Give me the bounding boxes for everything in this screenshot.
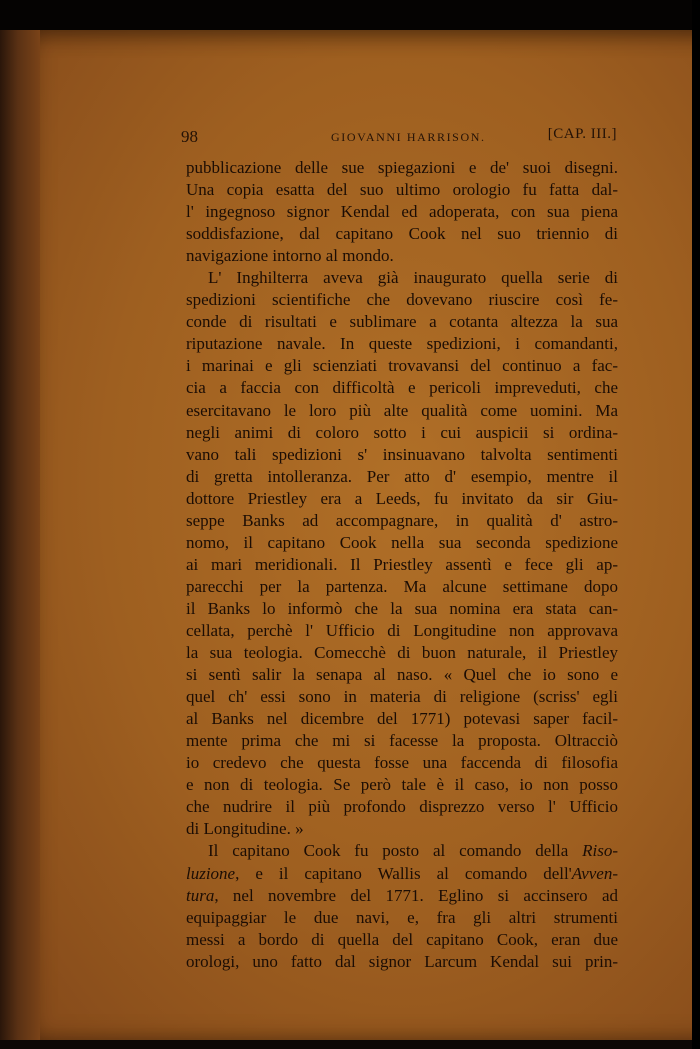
running-head bbox=[181, 125, 621, 149]
text-line: riputazione navale. In queste spedizioni, i comandanti, bbox=[186, 334, 618, 354]
book-spine-edge bbox=[0, 30, 40, 1040]
text-line: spedizioni scientifiche che dovevano riuscire così fe- bbox=[186, 290, 618, 310]
text-line: si sentì salir la senapa al naso. « Quel che io sono e bbox=[186, 665, 618, 685]
text-line: ai mari meridionali. Il Priestley assentì e fece gli ap- bbox=[186, 554, 618, 574]
text-line: cellata, perchè l' Ufficio di Longitudine non approvava bbox=[186, 620, 618, 640]
text-line: messi a bordo di quella del capitano Cook, eran due bbox=[186, 929, 618, 949]
text-line: soddisfazione, dal capitano Cook nel suo triennio di bbox=[186, 224, 618, 244]
text-line: io credevo che questa fosse una faccenda di filosofia bbox=[186, 753, 618, 773]
text-line: l' ingegnoso signor Kendal ed adoperata, con sua piena bbox=[186, 202, 618, 222]
text-line: L' Inghilterra aveva già inaugurato quella serie di bbox=[208, 268, 618, 288]
text-line: tura, nel novembre del 1771. Eglino si accinsero ad bbox=[186, 885, 618, 905]
page-number: 98 bbox=[181, 127, 198, 146]
text-line: negli animi di coloro sotto i cui auspicii si ordina- bbox=[186, 422, 618, 442]
text-line: di Longitudine. » bbox=[186, 819, 304, 839]
text-line: orologi, uno fatto dal signor Larcum Kendal sui prin- bbox=[186, 951, 618, 971]
scan-right-border bbox=[692, 0, 700, 1049]
text-line: pubblicazione delle sue spiegazioni e de' suoi disegni. bbox=[186, 158, 618, 177]
text-line: Una copia esatta del suo ultimo orologio fu fatta dal- bbox=[186, 180, 618, 200]
text-line: Il capitano Cook fu posto al comando della Riso- bbox=[208, 841, 618, 861]
text-line: il Banks lo informò che la sua nomina era stata can- bbox=[186, 598, 618, 618]
text-line: nomo, il capitano Cook nella sua seconda spedizione bbox=[186, 532, 618, 552]
text-line: vano tali spedizioni s' insinuavano talvolta sentimenti bbox=[186, 444, 618, 464]
text-line: mente prima che mi si facesse la proposta. Oltracciò bbox=[186, 731, 618, 751]
text-line: seppe Banks ad accompagnare, in qualità d' astro- bbox=[186, 510, 618, 530]
text-line: luzione, e il capitano Wallis al comando dell'Avven- bbox=[186, 863, 618, 883]
text-line: parecchi per la partenza. Ma alcune settimane dopo bbox=[186, 576, 618, 596]
text-line: navigazione intorno al mondo. bbox=[186, 246, 394, 266]
text-line: di gretta intolleranza. Per atto d' esempio, mentre il bbox=[186, 466, 618, 486]
text-line: conde di risultati e sublimare a cotanta altezza la sua bbox=[186, 312, 618, 332]
text-line: esercitavano le loro più alte qualità come uomini. Ma bbox=[186, 400, 618, 420]
chapter-label: [CAP. III.] bbox=[547, 126, 617, 142]
text-line: equipaggiar le due navi, e, fra gli altri strumenti bbox=[186, 907, 618, 927]
scan-top-border bbox=[0, 0, 700, 32]
text-line: che nudrire il più profondo disprezzo verso l' Ufficio bbox=[186, 797, 618, 817]
text-line: quel ch' essi sono in materia di religione (scriss' egli bbox=[186, 687, 618, 707]
text-line: al Banks nel dicembre del 1771) potevasi saper facil- bbox=[186, 709, 618, 729]
text-line: dottore Priestley era a Leeds, fu invitato da sir Giu- bbox=[186, 488, 618, 508]
text-line: i marinai e gli scienziati trovavansi del continuo a fac- bbox=[186, 356, 618, 376]
text-line: e non di teologia. Se però tale è il caso, io non posso bbox=[186, 775, 618, 795]
text-line: cia a faccia con difficoltà e pericoli impreveduti, che bbox=[186, 378, 618, 398]
text-line: la sua teologia. Comecchè di buon naturale, il Priestley bbox=[186, 643, 618, 663]
body-text bbox=[186, 157, 618, 973]
running-title: GIOVANNI HARRISON. bbox=[331, 130, 486, 144]
